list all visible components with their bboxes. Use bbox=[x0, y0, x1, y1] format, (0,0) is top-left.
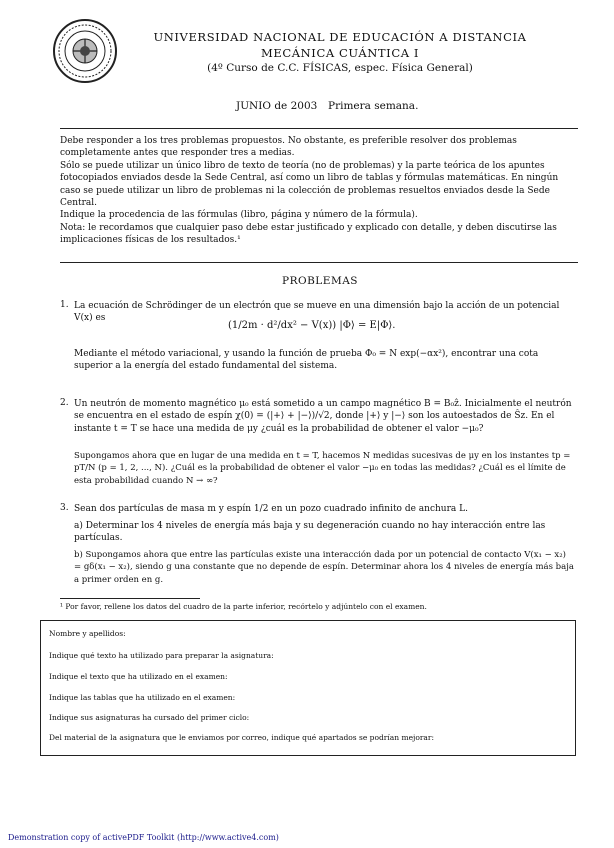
problem-1-body: Mediante el método variacional, y usando la función de prueba Φ₀ = N exp(−αx²), encontrar una cota superior a la energía del estado fundamental del sistema. bbox=[74, 349, 539, 372]
field-subjects: Indique sus asignaturas ha cursado del primer ciclo: bbox=[49, 713, 250, 722]
problem-2-intro: Un neutrón de momento magnético μ₀ está sometido a un campo magnético B = B₀ẑ. Inicialmente el neutrón se encuentra en el estado de espín χ(0) = (|+⟩ + |−⟩)/√2, donde |+⟩ y |−⟩ son los autoestados de Ŝz. En el instante t = T se hace una medida de μy ¿cuál es la probabilidad de obtener el valor −μ₀? bbox=[74, 399, 572, 434]
problem-1-formula: (1/2m · d²/dx² − V(x)) |Φ⟩ = E|Φ⟩. bbox=[228, 320, 396, 331]
university-name: UNIVERSIDAD NACIONAL DE EDUCACIÓN A DISTANCIA bbox=[153, 30, 527, 44]
problem-1-number: 1. bbox=[60, 300, 69, 310]
instruction-3: Indique la procedencia de las fórmulas (libro, página y número de la fórmula). bbox=[60, 210, 418, 221]
program-line: (4º Curso de C.C. FÍSICAS, espec. Física General) bbox=[207, 62, 473, 74]
field-improvements: Del material de la asignatura que le enviamos por correo, indique qué apartados se podrían mejorar: bbox=[49, 733, 435, 742]
field-text-prep: Indique qué texto ha utilizado para preparar la asignatura: bbox=[49, 651, 274, 660]
problem-3-number: 3. bbox=[60, 503, 69, 513]
course-title: MECÁNICA CUÁNTICA I bbox=[260, 46, 420, 60]
footnote: ¹ Por favor, rellene los datos del cuadro de la parte inferior, recórtelo y adjúntelo con el examen. bbox=[60, 602, 427, 611]
instruction-4: Nota: le recordamos que cualquier paso debe estar justificado y explicado con detalle, y deben discutirse las implicaciones físicas de los resultados.¹ bbox=[60, 222, 557, 246]
university-seal-logo bbox=[52, 18, 118, 84]
problem-1-intro: La ecuación de Schrödinger de un electrón que se mueve en una dimensión bajo la acción de un potencial V(x) es bbox=[74, 301, 560, 324]
instructions bbox=[60, 135, 580, 247]
problem-3-part-a: a) Determinar los 4 niveles de energía más baja y su degeneración cuando no hay interacción entre las partículas. bbox=[74, 521, 546, 544]
divider-mid bbox=[60, 262, 578, 263]
exam-date: JUNIO de 2003 bbox=[236, 100, 318, 112]
instruction-1: Debe responder a los tres problemas propuestos. No obstante, es preferible resolver dos problemas completamente antes que responder tres a medias. bbox=[60, 136, 517, 159]
field-name: Nombre y apellidos: bbox=[49, 629, 126, 638]
field-text-exam: Indique el texto que ha utilizado en el examen: bbox=[49, 672, 228, 681]
divider-top bbox=[60, 128, 578, 129]
student-info-form bbox=[40, 620, 576, 756]
demo-watermark: Demonstration copy of activePDF Toolkit (http://www.active4.com) bbox=[8, 833, 279, 842]
footnote-rule bbox=[60, 598, 200, 599]
problem-3-intro: Sean dos partículas de masa m y espín 1/2 en un pozo cuadrado infinito de anchura L. bbox=[74, 504, 468, 514]
field-tables: Indique las tablas que ha utilizado en el examen: bbox=[49, 693, 236, 702]
problem-3-part-b: b) Supongamos ahora que entre las partículas existe una interacción dada por un potencial de contacto V(x₁ − x₂) = gδ(x₁ − x₂), siendo g una constante que no depende de espín. Determinar ahora los 4 niveles de energía más baja a primer orden en g. bbox=[74, 550, 574, 585]
problem-2-number: 2. bbox=[60, 398, 69, 408]
exam-week: Primera semana. bbox=[328, 100, 419, 112]
problem-2-body: Supongamos ahora que en lugar de una medida en t = T, hacemos N medidas sucesivas de μy en los instantes tp = pT/N (p = 1, 2, ..., N). ¿Cuál es la probabilidad de obtener el valor −μ₀ en todas las medidas? ¿Cuál es el límite de esta probabilidad cuando N → ∞? bbox=[74, 451, 571, 486]
problems-title: PROBLEMAS bbox=[282, 275, 358, 287]
instruction-2: Sólo se puede utilizar un único libro de texto de teoría (no de problemas) y la parte teórica de los apuntes fotocopiados enviados desde la Sede Central, así como un libro de tablas y fórmulas matemáticas. En ningún caso se puede utilizar un libro de problemas ni la colección de problemas resueltos enviados desde la Sede Central. bbox=[60, 160, 559, 209]
